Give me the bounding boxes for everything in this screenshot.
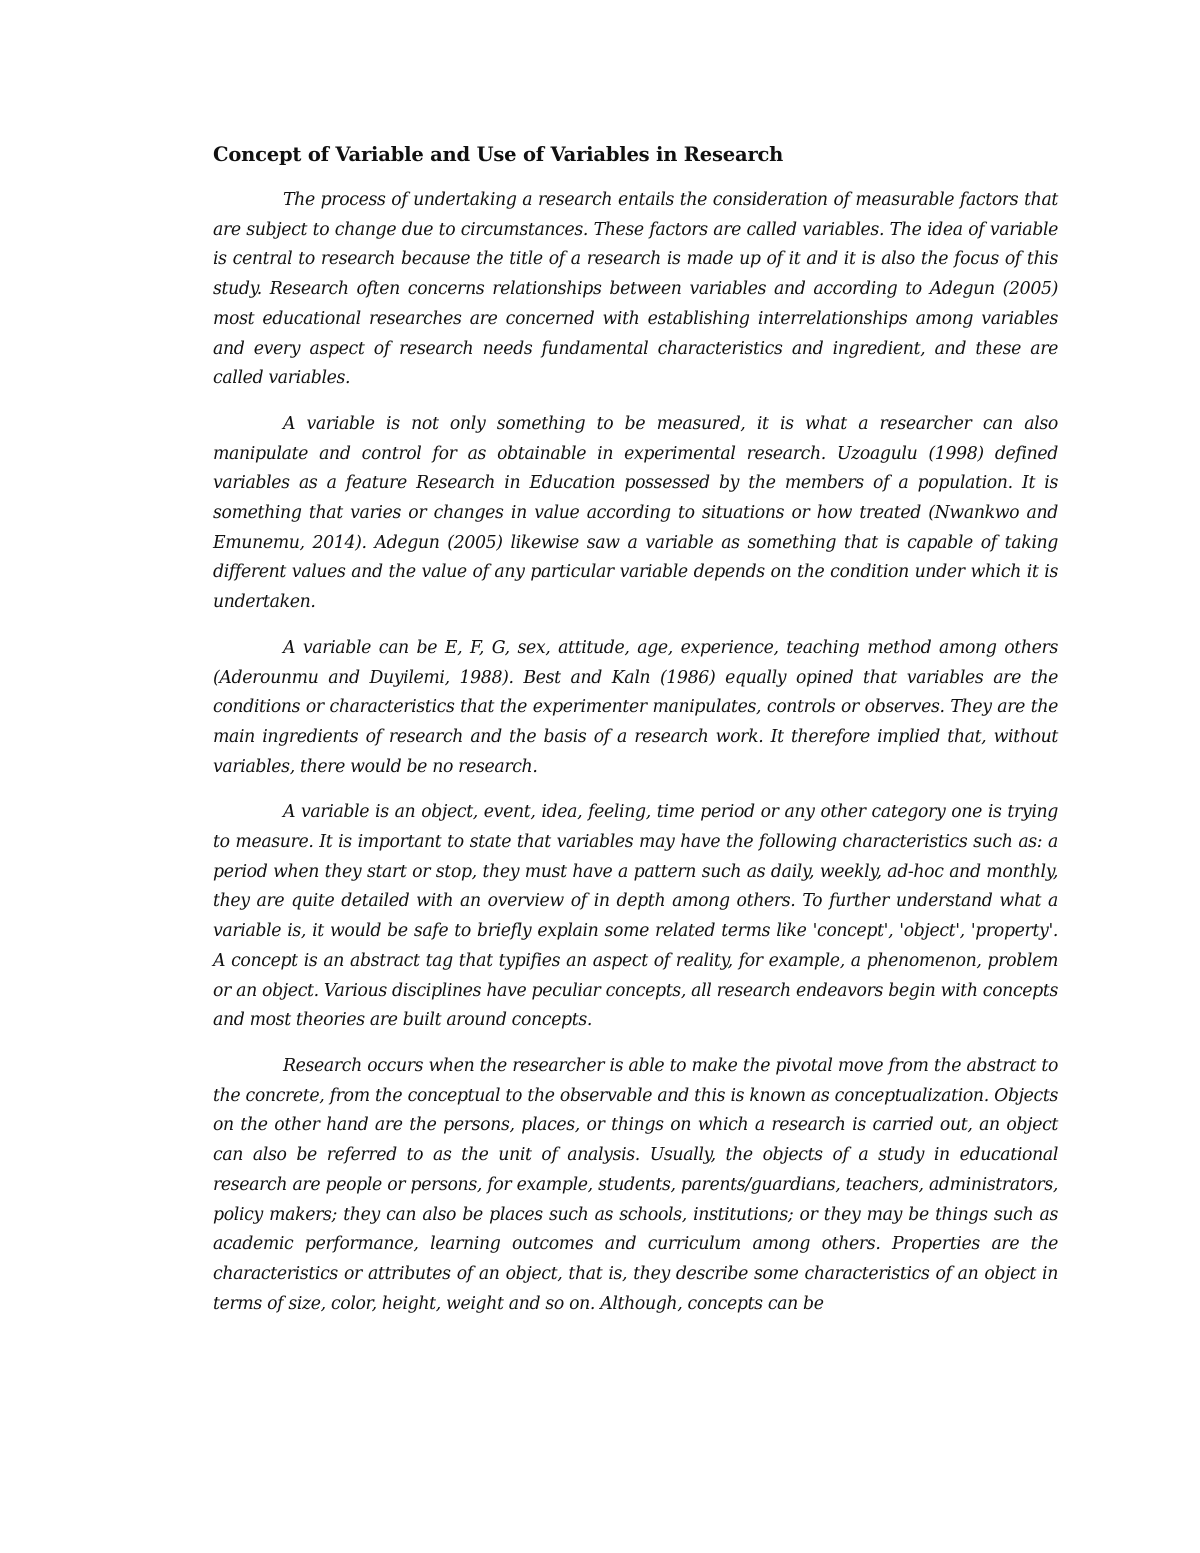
paragraph-4: A variable is an object, event, idea, feeling, time period or any other category one is trying to measure. It is important to state that variables may have the following characteristics such as: a period when they start or stop, they must have a pattern such as daily, weekly, ad-hoc and monthly, they are quite detailed with an overview of in depth among others. To further understand what a variable is, it would be safe to briefly explain some related terms like 'concept', 'object', 'property'. A concept is an abstract tag that typifies an aspect of reality, for example, a phenomenon, problem or an object. Various disciplines have peculiar concepts, all research endeavors begin with concepts and most theories are built around concepts. — [213, 802, 1058, 1031]
paragraph-5: Research occurs when the researcher is able to make the pivotal move from the abstract to the concrete, from the conceptual to the observable and this is known as conceptualization. Objects on the other hand are the persons, places, or things on which a research is carried out, an object can also be referred to as the unit of analysis. Usually, the objects of a study in educational research are people or persons, for example, students, parents/guardians, teachers, administrators, policy makers; they can also be places such as schools, institutions; or they may be things such as academic performance, learning outcomes and curriculum among others. Properties are the characteristics or attributes of an object, that is, they describe some characteristics of an object in terms of size, color, height, weight and so on. Although, concepts can be — [213, 1055, 1058, 1314]
paragraph-3: A variable can be E, F, G, sex, attitude, age, experience, teaching method among others (Aderounmu and Duyilemi, 1988). Best and Kaln (1986) equally opined that variables are the conditions or characteristics that the experimenter manipulates, controls or observes. They are the main ingredients of research and the basis of a research work. It therefore implied that, without variables, there would be no research. — [213, 637, 1058, 777]
document-title: Concept of Variable and Use of Variables in Research — [213, 143, 784, 166]
paragraph-2: A variable is not only something to be measured, it is what a researcher can also manipulate and control for as obtainable in experimental research. Uzoagulu (1998) defined variables as a feature Research in Education possessed by the members of a population. It is something that varies or changes in value according to situations or how treated (Nwankwo and Emunemu, 2014). Adegun (2005) likewise saw a variable as something that is capable of taking different values and the value of any particular variable depends on the condition under which it is undertaken. — [213, 413, 1058, 613]
paragraph-1: The process of undertaking a research entails the consideration of measurable factors that are subject to change due to circumstances. These factors are called variables. The idea of variable is central to research because the title of a research is made up of it and it is also the focus of this study. Research often concerns relationships between variables and according to Adegun (2005) most educational researches are concerned with establishing interrelationships among variables and every aspect of research needs fundamental characteristics and ingredient, and these are called variables. — [213, 190, 1058, 389]
document-body — [213, 140, 1058, 1335]
